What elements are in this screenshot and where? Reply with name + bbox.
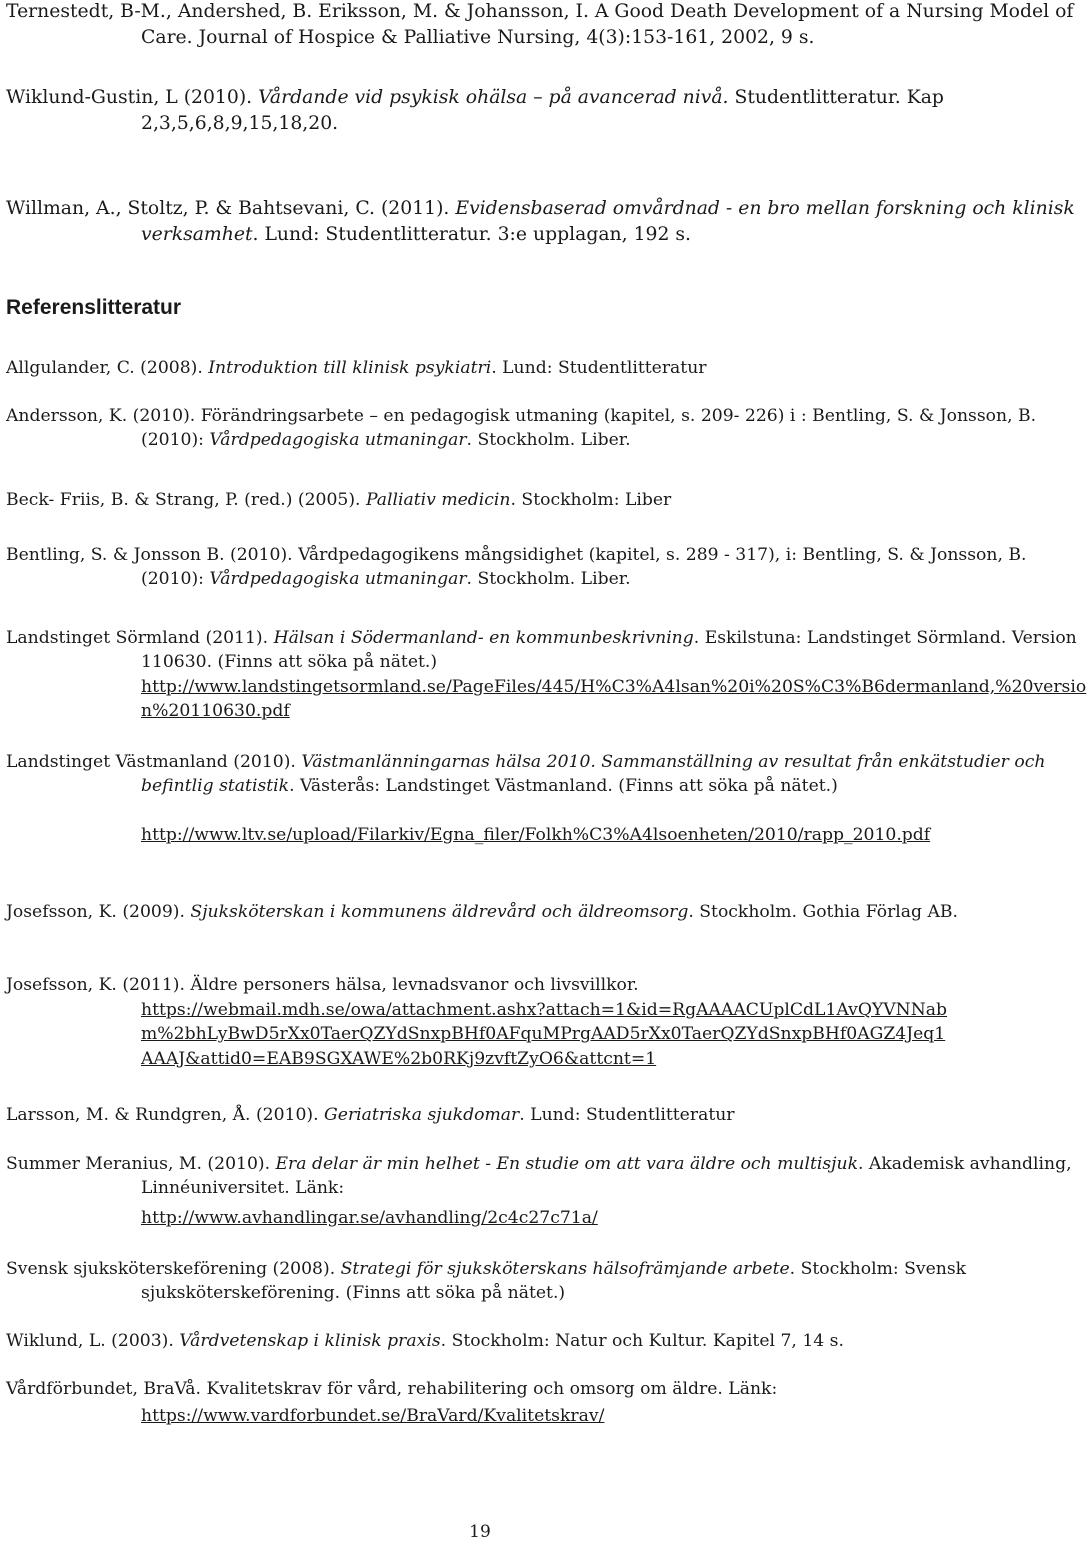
reference-summer-meranius: Summer Meranius, M. (2010). Era delar är min helhet - En studie om att vara äldre och multisjuk. Akademisk avhandling, Linnéuniversitet. Länk:	[6, 1154, 1072, 1199]
reference-landstinget-sormland: Landstinget Sörmland (2011). Hälsan i Södermanland- en kommunbeskrivning. Eskilstuna: Landstinget Sörmland. Version 110630. (Finns att söka på nätet.)	[6, 628, 1077, 673]
reference-landstinget-vastmanland: Landstinget Västmanland (2010). Västmanlänningarnas hälsa 2010. Sammanställning av resultat från enkätstudier och befintlig statistik. Västerås: Landstinget Västmanland. (Finns att söka på nätet.)	[6, 752, 1046, 797]
reference-ternestedt: Ternestedt, B-M., Andershed, B. Eriksson, M. & Johansson, I. A Good Death Development of a Nursing Model of Care. Journal of Hospice & Palliative Nursing, 4(3):153-161, 2002, 9 s.	[6, 1, 1074, 48]
link-josefsson-2011[interactable]: https://webmail.mdh.se/owa/attachment.ashx?attach=1&id=RgAAAACUplCdL1AvQYVNNabm%2bhLyBwD5rXx0TaerQZYdSnxpBHf0AFquMPrgAAD5rXx0TaerQZYdSnxpBHf0AGZ4Jeq1AAAJ&attid0=EAB9SGXAWE%2b0RKj9zvftZyO6&attcnt=1	[141, 1000, 948, 1069]
reference-beck-friis: Beck- Friis, B. & Strang, P. (red.) (2005). Palliativ medicin. Stockholm: Liber	[6, 490, 672, 510]
reference-willman: Willman, A., Stoltz, P. & Bahtsevani, C. (2011). Evidensbaserad omvårdnad - en bro mellan forskning och klinisk verksamhet. Lund: Studentlitteratur. 3:e upplagan, 192 s.	[6, 198, 1075, 245]
reference-larsson: Larsson, M. & Rundgren, Å. (2010). Geriatriska sjukdomar. Lund: Studentlitteratur	[6, 1105, 735, 1125]
reference-wiklund-gustin: Wiklund-Gustin, L (2010). Vårdande vid psykisk ohälsa – på avancerad nivå. Studentlitteratur. Kap 2,3,5,6,8,9,15,18,20.	[6, 87, 944, 134]
reference-josefsson-2009: Josefsson, K. (2009). Sjuksköterskan i kommunens äldrevård och äldreomsorg. Stockholm. Gothia Förlag AB.	[6, 902, 959, 922]
section-heading: Referenslitteratur	[6, 296, 182, 319]
reference-wiklund: Wiklund, L. (2003). Vårdvetenskap i klinisk praxis. Stockholm: Natur och Kultur. Kapitel 7, 14 s.	[6, 1331, 844, 1351]
reference-svensk-sjukskoterskeforening: Svensk sjuksköterskeförening (2008). Strategi för sjuksköterskans hälsofrämjande arbete. Stockholm: Svensk sjuksköterskeförening. (Finns att söka på nätet.)	[6, 1259, 967, 1304]
link-landstinget-sormland[interactable]: http://www.landstingetsormland.se/PageFiles/445/H%C3%A4lsan%20i%20S%C3%B6dermanland,%20version%20110630.pdf	[141, 677, 1087, 722]
reference-andersson: Andersson, K. (2010). Förändringsarbete – en pedagogisk utmaning (kapitel, s. 209- 226) i : Bentling, S. & Jonsson, B. (2010): Vårdpedagogiska utmaningar. Stockholm. Liber.	[6, 406, 1037, 451]
reference-bentling: Bentling, S. & Jonsson B. (2010). Vårdpedagogikens mångsidighet (kapitel, s. 289 - 317), i: Bentling, S. & Jonsson, B. (2010): Vårdpedagogiska utmaningar. Stockholm. Liber.	[6, 545, 1027, 590]
link-landstinget-vastmanland[interactable]: http://www.ltv.se/upload/Filarkiv/Egna_filer/Folkh%C3%A4lsoenheten/2010/rapp_2010.pdf	[141, 825, 931, 845]
reference-josefsson-2011: Josefsson, K. (2011). Äldre personers hälsa, levnadsvanor och livsvillkor.	[6, 975, 639, 995]
link-summer-meranius[interactable]: http://www.avhandlingar.se/avhandling/2c4c27c71a/	[141, 1208, 598, 1228]
reference-vardforbundet: Vårdförbundet, BraVå. Kvalitetskrav för vård, rehabilitering och omsorg om äldre. Länk:	[6, 1379, 778, 1399]
reference-allgulander: Allgulander, C. (2008). Introduktion till klinisk psykiatri. Lund: Studentlitteratur	[6, 358, 707, 378]
page-number: 19	[469, 1522, 491, 1542]
link-vardforbundet[interactable]: https://www.vardforbundet.se/BraVard/Kvalitetskrav/	[141, 1406, 605, 1426]
